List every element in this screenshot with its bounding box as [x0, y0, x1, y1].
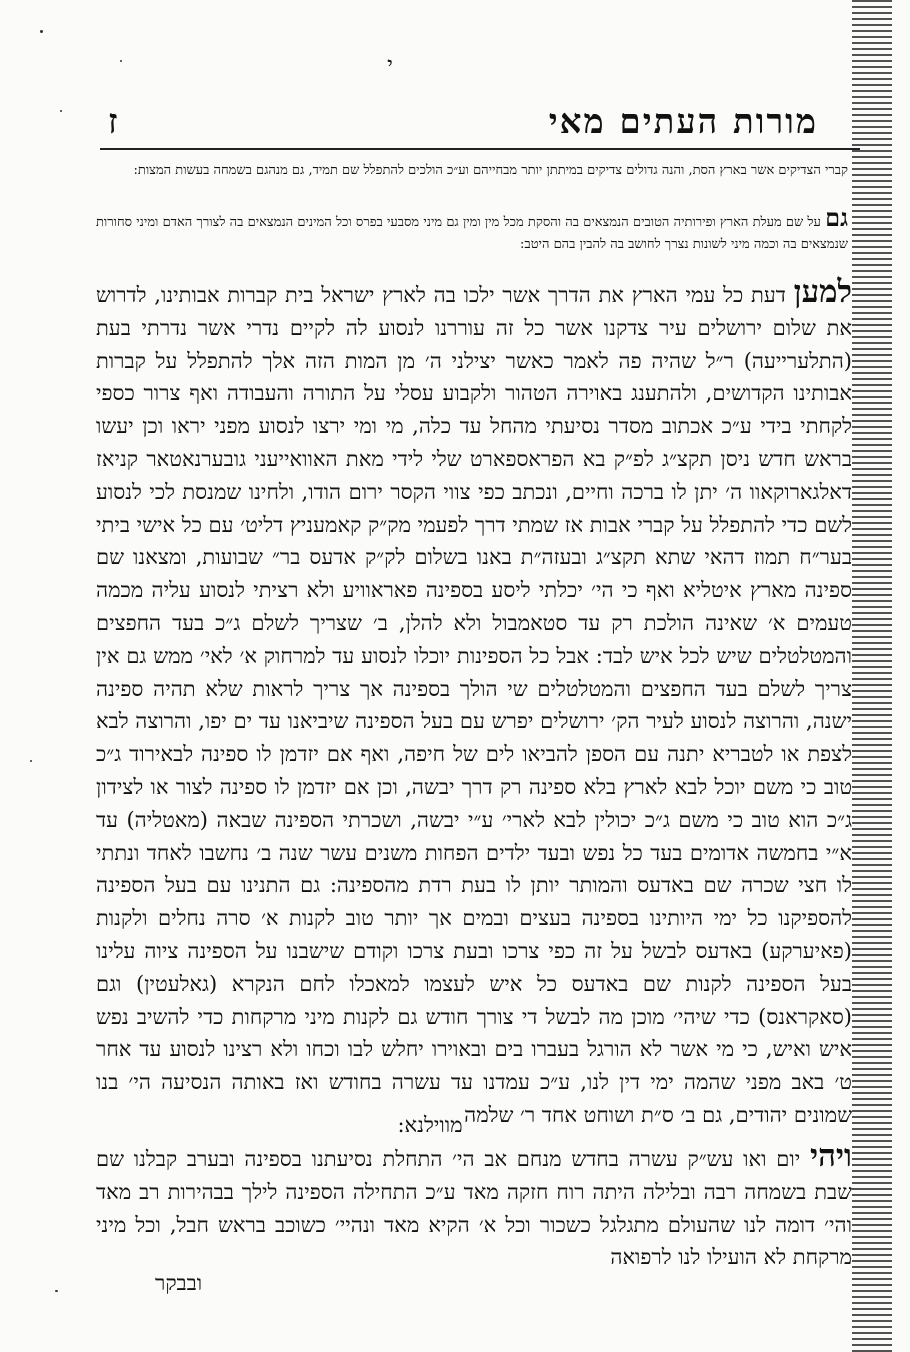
main-paragraph-lead-word: למען [793, 274, 852, 310]
main-paragraph-text: דעת כל עמי הארץ את הדרך אשר ילכו בה לארץ ישראל בית קברות אבותינו, לדרוש את שלום ירושלים עיר צדקנו אשר כל זה עוררנו לנסוע לה לקיים נדרי אשר נדרתי בעת (התלערייעה) ר״ל שהיה פה לאמר כאשר יצילני ה׳ מן המות הזה אלך להתפלל על קברות אבותינו הקדושים, ולהתענג באוירה הטהור ולקבוע עסלי על התורה והעבודה ואף צרור כספי לקחתי בידי ע״כ אכתוב מסדר נסיעתי מהחל עד כלה, מי ומי ירצו לנסוע מפני יראו וכן יעשו בראש חדש ניסן תקצ״ג לפ״ק בא הפראספארט שלי לידי מאת האוואייעני גובערנאטאר קניאז דאלגארוקאוו ה׳ יתן לו ברכה וחיים, ונכתב כפי צווי הקסר ירום הודו, ולחינו שמנסת לכי לנסוע לשם כדי להתפלל על קברי אבות אז שמתי דרך לפעמי מק״ק קאמעניץ דליט׳ עם כל אישי ביתי בער״ח תמוז דהאי שתא תקצ״ג ובעזה״ת באנו בשלום לק״ק אדעס בר״ שבועות, ומצאנו שם ספינה מארץ איטליא ואף כי הי׳ יכלתי ליסע בספינה פאראוויע ולא רציתי לנסוע עליה מכמה טעמים א׳ שאינה הולכת רק עד סטאמבול ולא להלן, ב׳ שצריך לשלם ג״כ בעד החפצים והמטלטלים שיש לכל איש לבד: אבל כל הספינות יוכלו לנסוע עד למרחוק א׳ לאי׳ ממש גם אין צריך לשלם בעד החפצים והמטלטלים שי הולך בספינה אך צריך לראות שלא תהיה ספינה ישנה, והרוצה לנסוע לעיר הק׳ ירושלים יפרש עם בעל הספינה שיביאנו עד ים יפו, והרוצה לבא לצפת או לטבריא יתנה עם הספן להביאו לים של חיפה, ואף אם יזדמן לו ספינה לבאירוד ג״כ טוב כי משם יוכל לבא לארץ בלא ספינה רק דרך יבשה, וכן אם יזדמן לו ספינה לצור או לצידון ג״כ הוא טוב כי משם ג״כ יכולין לבא לארי׳ ע״י יבשה, ושכרתי הספינה שבאה (מאטליה) עד א״י בחמשה אדומים בעד כל נפש ובעד ילדים הפחות משנים עשר שנה ב׳ נחשבו לאחד ונתתי לו חצי שכרה שם באדעס והמותר יותן לו בעת רדת מהספינה: גם התנינו עם בעל הספינה להספיקנו כל ימי היותינו בספינה בעצים ובמים אך יותר טוב לקנות א׳ סרה נחלים ולקנות (פאיערקע) באדעס לבשל על זה כפי צרכו ובעת צרכו וקודם שישבנו על הספינה ציוה עלינו בעל הספינה לקנות שם באדעס כל איש לעצמו למאכלו לחם הנקרא (גאלעטין) וגם (סאקראנס) כדי שיהי׳ מוכן מה לבשל די צורך חודש גם לקנות מיני מרקחות כדי להשיב נפש איש ואיש, כי מי אשר לא הורגל בעברו בים ובאוירו יחלש לבו וכחו ולא רצינו לנסוע עד אחר ט׳ באב מפני שהמה ימי דין לנו, ע״כ עמדנו עד עשרה בחודש ואז באותה הנסיעה הי׳ בנו שמונים יהודים, גם ב׳ ס״ת ושוחט אחד ר׳ שלמה [96, 283, 853, 1127]
main-paragraph-end: מווילנא: [397, 1113, 463, 1137]
scan-speck [55, 1290, 58, 1292]
scan-speck [30, 760, 32, 762]
intro-note-2-text: על שם מעלת הארץ ופירותיה הטובים הנמצאים בה והסקת מכל מין ומין גם מיני מסבעי בפרס וכל המינים הנמצאים בה לצורך האדם ומיני סחורות שנמצאים בה וכמה מיני לשונות נצרך לחושב בה להבין בהם היטב: [96, 215, 848, 252]
intro-note-1-text: קברי הצדיקים אשר בארץ הסת, והנה גדולים צדיקים במיתתן יותר מבחייהם וע״כ הולכים להתפלל שם תמיד, גם מנהגם בשמחה בעשות המצות: [133, 163, 848, 178]
scan-speck [40, 30, 43, 33]
scan-speck [60, 110, 62, 112]
main-paragraph [96, 276, 852, 1132]
page-number: ז [108, 102, 118, 142]
header-rule [100, 148, 860, 150]
second-paragraph-lead-word: ויהי [809, 1138, 852, 1174]
scan-speck [120, 60, 122, 62]
intro-note-2 [96, 203, 848, 256]
running-header [108, 100, 848, 144]
catchword: ובבקר [155, 1271, 203, 1295]
running-title: מורות העתים מאי [548, 102, 818, 142]
second-paragraph [96, 1140, 852, 1274]
second-paragraph-text: יום ואו עש״ק עשרה בחדש מנחם אב הי׳ התחלת נסיעתנו בספינה ובערב קבלנו שם שבת בשמחה רבה ובלילה היתה רוח חזקה מאד ע״כ התחילה הספינה לילך בבהירות רב מאד והי׳ דומה לנו שהעולם מתגלגל כשכור וכל א׳ הקיא מאד ונהיי׳ כשוכב בראש חבל, וכל מיני מרקחת לא הועילו לנו לרפואה [96, 1147, 852, 1270]
page-edge-shadow [852, 0, 892, 1352]
intro-note-1 [96, 160, 848, 182]
page-top-mark: י [387, 53, 393, 78]
intro-note-2-lead-word: גם [825, 203, 848, 232]
